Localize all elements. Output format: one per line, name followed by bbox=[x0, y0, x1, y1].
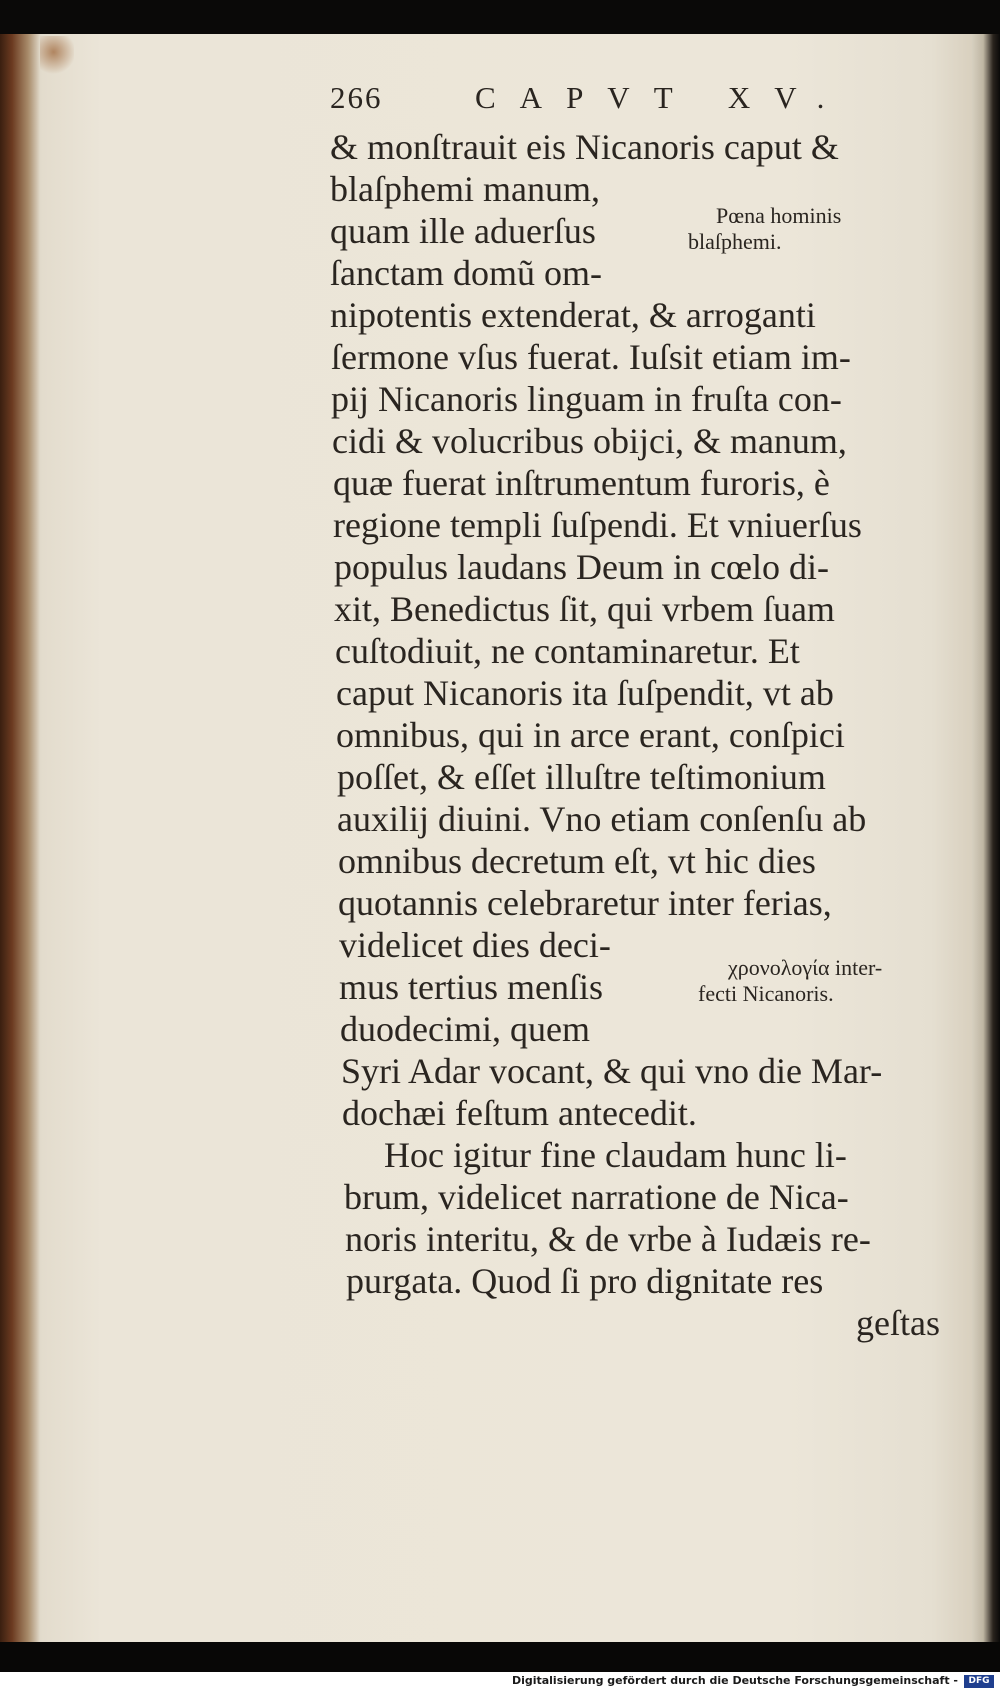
page-number: 266 bbox=[330, 80, 383, 115]
body-line-8: cidi & volucribus obijci, & manum, bbox=[332, 421, 847, 461]
dfg-logo: DFG bbox=[964, 1675, 994, 1688]
body-line-20: videlicet dies deci- bbox=[339, 925, 611, 965]
body-line-4: ſanctam domũ om- bbox=[330, 253, 602, 293]
body-line-6: ſermone vſus fuerat. Iuſsit etiam im- bbox=[331, 337, 851, 377]
body-line-24: dochæi feſtum antecedit. bbox=[342, 1093, 697, 1133]
marginal-note-2-line-2: fecti Nicanoris. bbox=[698, 981, 834, 1006]
marginal-note-1-line-2: blaſphemi. bbox=[688, 229, 782, 254]
body-line-27: noris interitu, & de vrbe à Iudæis re- bbox=[345, 1219, 871, 1259]
body-line-26: brum, videlicet narratione de Nica- bbox=[344, 1177, 849, 1217]
body-line-18: omnibus decretum eſt, vt hic dies bbox=[338, 841, 816, 881]
page-fore-edge bbox=[972, 34, 1000, 1642]
body-line-10: regione templi ſuſpendi. Et vniuerſus bbox=[333, 505, 862, 545]
scan-bottom-border bbox=[0, 1642, 1000, 1672]
body-line-1: & monſtrauit eis Nicanoris caput & bbox=[330, 127, 839, 167]
footer-credit: Digitalisierung gefördert durch die Deutsche Forschungsgemeinschaft - bbox=[511, 1674, 958, 1687]
running-title: CAPVT XV. bbox=[475, 80, 849, 115]
body-line-3: quam ille aduerſus bbox=[330, 211, 596, 251]
body-line-16: poſſet, & eſſet illuſtre teſtimonium bbox=[337, 757, 826, 797]
marginal-note-1 bbox=[688, 203, 841, 255]
body-line-13: cuſtodiuit, ne contaminaretur. Et bbox=[335, 631, 800, 671]
body-line-25: Hoc igitur fine claudam hunc li- bbox=[384, 1135, 847, 1175]
body-line-2: blaſphemi manum, bbox=[330, 169, 600, 209]
page-stain bbox=[40, 36, 74, 76]
body-line-11: populus laudans Deum in cœlo di- bbox=[334, 547, 829, 587]
body-line-17: auxilij diuini. Vno etiam conſenſu ab bbox=[337, 799, 867, 839]
body-line-5: nipotentis extenderat, & arroganti bbox=[330, 295, 816, 335]
body-line-19: quotannis celebraretur inter ferias, bbox=[338, 883, 832, 923]
scan-top-border bbox=[0, 0, 1000, 34]
body-line-12: xit, Benedictus ſit, qui vrbem ſuam bbox=[334, 589, 835, 629]
body-line-9: quæ fuerat inſtrumentum furoris, è bbox=[333, 463, 830, 503]
marginal-note-1-line-1: Pœna hominis bbox=[716, 203, 842, 228]
body-line-23: Syri Adar vocant, & qui vno die Mar- bbox=[341, 1051, 883, 1091]
catchword: geſtas bbox=[856, 1303, 940, 1343]
digitization-footer bbox=[0, 1672, 1000, 1692]
marginal-note-2-line-1: χρονολογία inter- bbox=[728, 955, 883, 980]
body-line-22: duodecimi, quem bbox=[340, 1009, 590, 1049]
marginal-note-2 bbox=[698, 955, 882, 1007]
body-line-21: mus tertius menſis bbox=[339, 967, 603, 1007]
book-binding-edge bbox=[0, 34, 40, 1642]
body-line-15: omnibus, qui in arce erant, conſpici bbox=[336, 715, 845, 755]
body-line-7: pij Nicanoris linguam in fruſta con- bbox=[331, 379, 842, 419]
body-line-14: caput Nicanoris ita ſuſpendit, vt ab bbox=[336, 673, 834, 713]
body-line-28: purgata. Quod ſi pro dignitate res bbox=[346, 1261, 824, 1301]
